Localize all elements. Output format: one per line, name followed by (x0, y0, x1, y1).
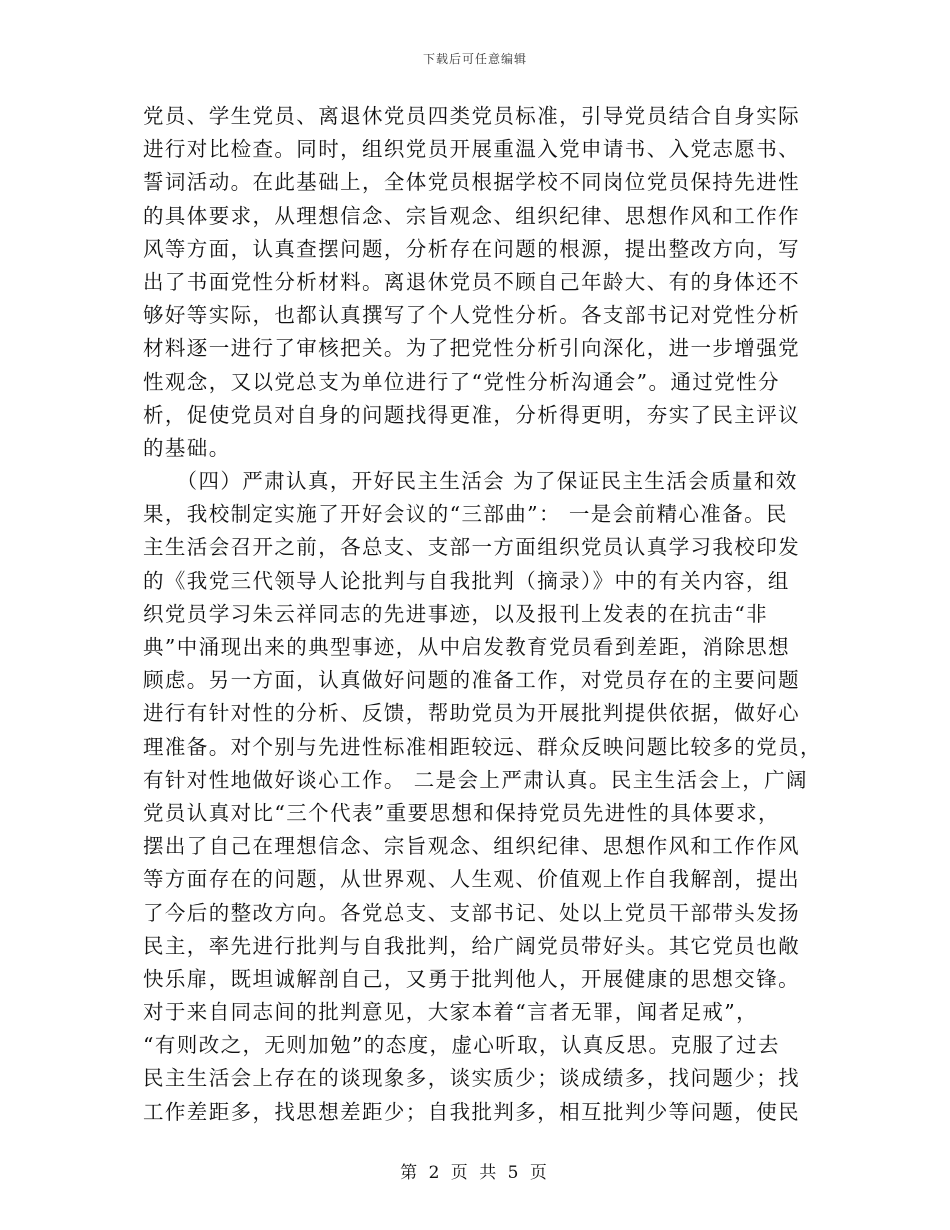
text-line: 民主生活会上存在的谈现象多，谈实质少；谈成绩多，找问题少；找 (143, 1066, 800, 1091)
page-footer: 第 2 页 共 5 页 (400, 1163, 550, 1183)
text-line: “有则改之，无则加勉”的态度，虚心听取，认真反思。克服了过去 (143, 1033, 780, 1058)
text-line: 进行有针对性的分析、反馈，帮助党员为开展批判提供依据，做好心 (143, 701, 800, 726)
text-line: 快乐扉，既坦诚解剖自己，又勇于批判他人，开展健康的思想交锋。 (143, 966, 800, 991)
text-line: 民主，率先进行批判与自我批判，给广阔党员带好头。其它党员也敞 (143, 933, 800, 958)
text-line: 党员认真对比“三个代表”重要思想和保持党员先进性的具体要求， (143, 800, 780, 825)
text-line: 工作差距多，找思想差距少；自我批判多，相互批判少等问题，使民 (143, 1099, 800, 1124)
text-line: 对于来自同志间的批判意见，大家本着“言者无罪，闻者足戒”， (143, 1000, 759, 1025)
text-line: 的基础。 (143, 435, 231, 460)
text-line: 摆出了自己在理想信念、宗旨观念、组织纪律、思想作风和工作作风 (143, 834, 800, 859)
text-line: 了今后的整改方向。各党总支、支部书记、处以上党员干部带头发扬 (143, 900, 800, 925)
text-line: （四）严肃认真，开好民主生活会 为了保证民主生活会质量和效 (143, 469, 798, 494)
page-header: 下载后可任意编辑 (422, 52, 527, 66)
text-line: 顾虑。另一方面，认真做好问题的准备工作，对党员存在的主要问题 (143, 668, 800, 693)
text-line: 的《我党三代领导人论批判与自我批判（摘录）》中的有关内容，组 (143, 568, 790, 593)
text-line: 主生活会召开之前，各总支、支部一方面组织党员认真学习我校印发 (143, 535, 800, 560)
text-line: 材料逐一进行了审核把关。为了把党性分析引向深化，进一步增强党 (143, 336, 800, 361)
text-line: 析，促使党员对自身的问题找得更准，分析得更明，夯实了民主评议 (143, 402, 800, 427)
text-line: 够好等实际，也都认真撰写了个人党性分析。各支部书记对党性分析 (143, 303, 800, 328)
text-line: 织党员学习朱云祥同志的先进事迹，以及报刊上发表的在抗击“非 (143, 601, 769, 626)
text-line: 誓词活动。在此基础上，全体党员根据学校不同岗位党员保持先进性 (143, 170, 800, 195)
text-line: 的具体要求，从理想信念、宗旨观念、组织纪律、思想作风和工作作 (143, 203, 800, 228)
text-line: 果，我校制定实施了开好会议的“三部曲”： 一是会前精心准备。民 (143, 502, 788, 527)
text-line: 性观念，又以党总支为单位进行了“党性分析沟通会”。通过党性分 (143, 369, 780, 394)
text-line: 风等方面，认真查摆问题，分析存在问题的根源，提出整改方向，写 (143, 236, 800, 261)
document-body (143, 100, 822, 1129)
text-line: 等方面存在的问题，从世界观、人生观、价值观上作自我解剖，提出 (143, 867, 800, 892)
text-line: 典”中涌现出来的典型事迹，从中启发教育党员看到差距，消除思想 (143, 635, 790, 659)
text-line: 有针对性地做好谈心工作。 二是会上严肃认真。民主生活会上，广阔 (143, 767, 808, 792)
text-line: 党员、学生党员、离退休党员四类党员标准，引导党员结合自身实际 (143, 104, 800, 128)
text-line: 理准备。对个别与先进性标准相距较远、群众反映问题比较多的党员， (143, 734, 822, 759)
text-line: 进行对比检查。同时，组织党员开展重温入党申请书、入党志愿书、 (143, 137, 800, 162)
text-line: 出了书面党性分析材料。离退休党员不顾自己年龄大、有的身体还不 (143, 269, 800, 294)
